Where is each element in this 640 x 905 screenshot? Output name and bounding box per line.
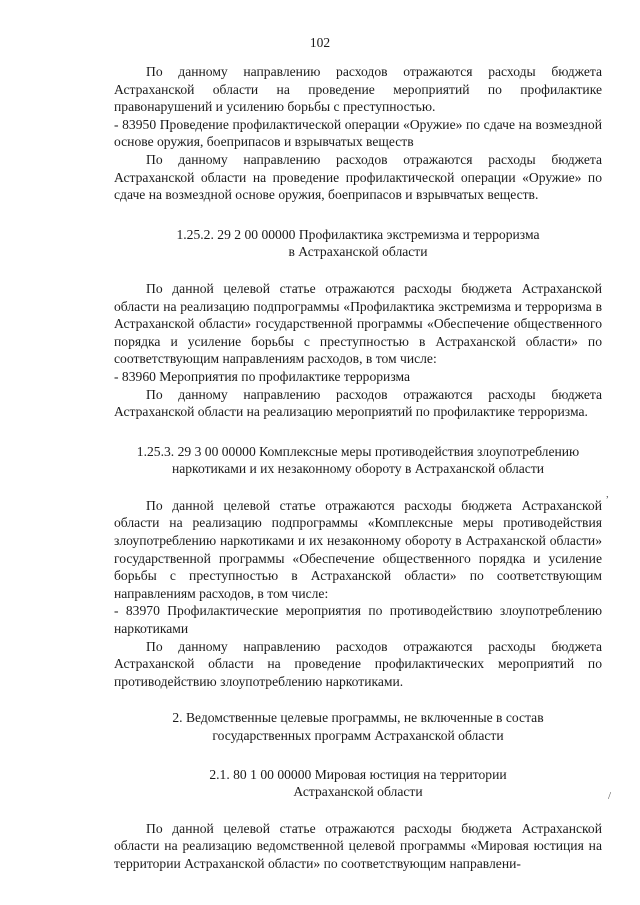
paragraph-2: По данному направлению расходов отражаются расходы бюджета Астраханской области на проведение профилактической операции «Оружие» по сдаче на возмездной основе оружия, боеприпасов и взрывчатых веществ. bbox=[114, 151, 602, 203]
paragraph-6: По данному направлению расходов отражаются расходы бюджета Астраханской области на проведение профилактических мероприятий по противодействию злоупотреблению наркотиками. bbox=[114, 638, 602, 689]
section-heading-1-25-3 bbox=[98, 443, 618, 478]
list-item-83960: - 83960 Мероприятия по профилактике терроризма bbox=[114, 368, 411, 384]
scan-mark: / bbox=[608, 790, 612, 802]
heading-line: в Астраханской области bbox=[288, 244, 428, 260]
paragraph-3: По данной целевой статье отражаются расходы бюджета Астраханской области на реализацию подпрограммы «Профилактика экстремизма и терроризма в Астраханской области» государственной программы «Обеспечение общественного порядка и усиление борьбы с преступностью в Астраханской области» по соответствующим направлениям расходов, в том числе: bbox=[114, 280, 602, 367]
paragraph-1: По данному направлению расходов отражаются расходы бюджета Астраханской области на проведение мероприятий по профилактике правонарушений и усилению борьбы с преступностью. bbox=[114, 64, 602, 115]
section-heading-2-1 bbox=[114, 766, 602, 801]
heading-line: наркотиками и их незаконному обороту в Астраханской области bbox=[171, 461, 545, 477]
paragraph-4: По данному направлению расходов отражаются расходы бюджета Астраханской области на реализацию мероприятий по профилактике терроризма. bbox=[114, 386, 602, 420]
heading-line: 1.25.2. 29 2 00 00000 Профилактика экстремизма и терроризма bbox=[176, 226, 540, 242]
page-body bbox=[114, 63, 602, 873]
scan-mark: , bbox=[606, 488, 609, 500]
page-number: 102 bbox=[309, 35, 331, 50]
heading-line: 2. Ведомственные целевые программы, не включенные в состав bbox=[172, 710, 544, 726]
list-item-83950: - 83950 Проведение профилактической операции «Оружие» по сдаче на возмездной основе оружия, боеприпасов и взрывчатых веществ bbox=[114, 116, 602, 150]
section-heading-1-25-2 bbox=[114, 226, 602, 261]
heading-line: государственных программ Астраханской области bbox=[212, 728, 504, 743]
paragraph-7: По данной целевой статье отражаются расходы бюджета Астраханской области на реализацию ведомственной целевой программы «Мировая юстиция на территории Астраханской области» по соответствующим направлени- bbox=[114, 820, 602, 871]
heading-line: Астраханской области bbox=[293, 784, 423, 800]
list-item-83970: - 83970 Профилактические мероприятия по противодействию злоупотреблению наркотиками bbox=[114, 603, 602, 637]
section-heading-2 bbox=[114, 709, 602, 744]
paragraph-5: По данной целевой статье отражаются расходы бюджета Астраханской области на реализацию подпрограммы «Комплексные меры противодействия злоупотреблению наркотиками и их незаконному обороту в Астраханской области» государственной программы «Обеспечение общественного порядка и усиление борьбы с преступностью в Астраханской области» по соответствующим направлениям расходов, в том числе: bbox=[114, 497, 602, 601]
heading-line: 2.1. 80 1 00 00000 Мировая юстиция на территории bbox=[209, 766, 507, 782]
heading-line: 1.25.3. 29 3 00 00000 Комплексные меры противодействия злоупотреблению bbox=[136, 443, 580, 459]
